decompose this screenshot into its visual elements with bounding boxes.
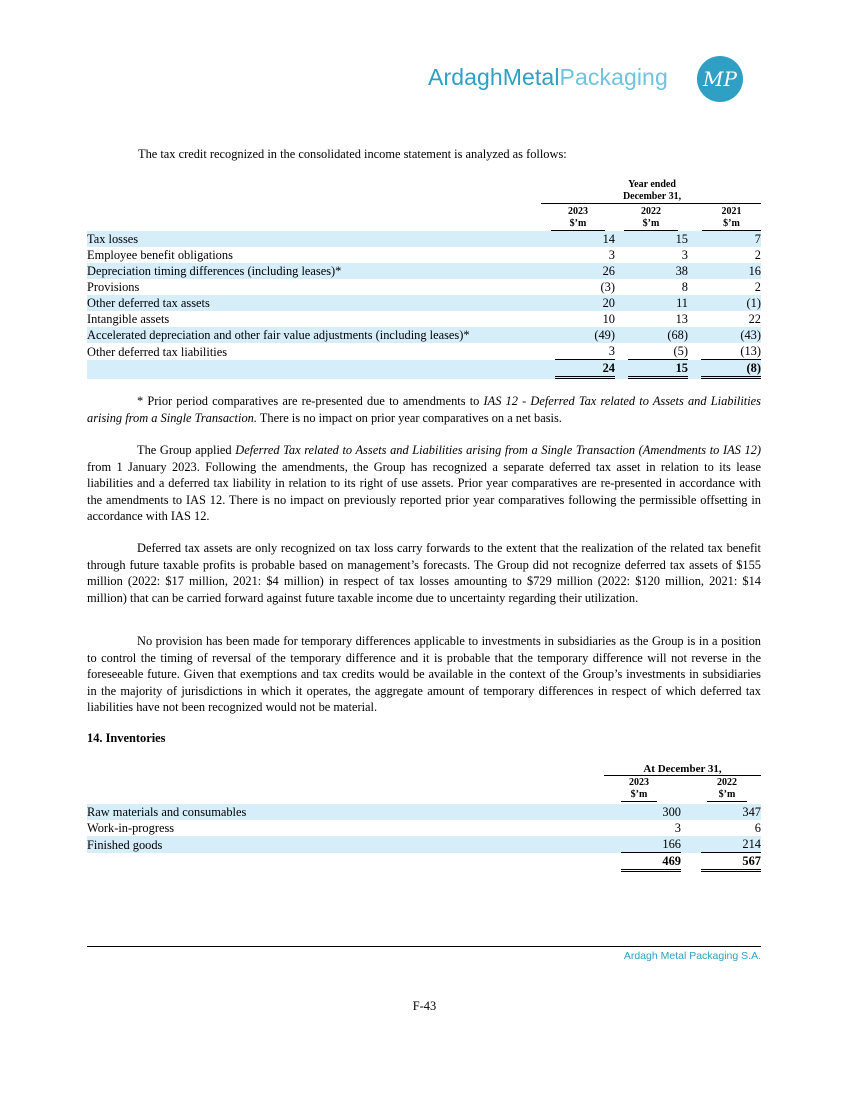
cell-value: (5)	[628, 343, 688, 360]
total-label	[87, 360, 542, 379]
cell-value: 14	[542, 231, 615, 247]
table-row	[87, 247, 761, 263]
cell-value: (68)	[615, 327, 688, 343]
footer-divider	[87, 946, 761, 947]
row-label: Finished goods	[87, 836, 601, 853]
tax-col-2022	[624, 206, 678, 231]
temporary-differences-paragraph: No provision has been made for temporary differences applicable to investments in subsidiaries as the Group is in a position to control the timing of reversal of the temporary difference and it is probable that the temporary difference will not reverse in the foreseeable future. Given that exemptions and tax credits would be available in the context of the Group’s investments in subsidiaries in the majority of jurisdictions in which it operates, the aggregate amount of temporary differences in respect of which deferred tax liabilities have not been recognized would not be material.	[87, 634, 761, 714]
cell-value: 3	[608, 248, 615, 262]
deferred-tax-assets-paragraph: Deferred tax assets are only recognized on tax loss carry forwards to the extent that the realization of the related tax benefit through future taxable profits is probable based on management’s forecasts. The Group did not recognize deferred tax assets of $155 million (2022: $17 million, 2021: $4 million) in respect of tax losses amounting to $729 million (2022: $120 million, 2021: $14 million) that can be carried forward against future taxable income due to uncertainty regarding their utilization.	[87, 541, 761, 605]
col-year: 2022	[717, 777, 737, 788]
table-row	[87, 804, 761, 820]
cell-value: (13)	[701, 343, 761, 360]
tax-period-line1: Year ended	[628, 179, 676, 190]
table-row	[87, 263, 761, 279]
inv-col-2022	[707, 777, 747, 802]
inv-col-2023	[621, 777, 657, 802]
logo-word-metal: Metal	[502, 64, 560, 90]
row-label: Tax losses	[87, 231, 542, 247]
cell-value: 3	[681, 248, 688, 262]
cell-value: 20	[542, 295, 615, 311]
row-label: Employee benefit obligations	[87, 248, 233, 262]
total-value: 469	[621, 853, 681, 872]
row-label: Other deferred tax liabilities	[87, 344, 228, 359]
cell-value: 214	[701, 836, 761, 853]
intro-text: The tax credit recognized in the consolidated income statement is analyzed as follows:	[138, 147, 567, 161]
table-row	[87, 820, 761, 836]
table-row	[87, 327, 761, 343]
footer-company-name: Ardagh Metal Packaging S.A.	[623, 950, 761, 962]
cell-value: 3	[555, 343, 615, 360]
footnote-text: * Prior period comparatives are re-presented due to amendments to	[137, 394, 484, 408]
col-year: 2023	[568, 206, 588, 217]
tax-period-header	[612, 179, 692, 203]
table-row	[87, 311, 761, 327]
cell-value: 166	[621, 836, 681, 853]
cell-value: 11	[615, 295, 688, 311]
row-label: Raw materials and consumables	[87, 804, 601, 820]
col-year: 2021	[721, 206, 742, 217]
logo-wordmark	[428, 64, 668, 91]
table-row	[87, 231, 761, 247]
total-value: 24	[555, 360, 615, 379]
cell-value: 6	[754, 821, 761, 835]
tax-header-rule	[541, 203, 761, 204]
cell-value: (1)	[688, 295, 761, 311]
table-row	[87, 836, 761, 853]
col-unit: $’m	[707, 789, 747, 802]
cell-value: 347	[681, 804, 761, 820]
paragraph-italic-text: Deferred Tax related to Assets and Liabilities arising from a Single Transaction (Amendments to IAS 12)	[235, 443, 762, 457]
amp-monogram-icon	[696, 55, 744, 103]
tax-period-line2: December 31,	[622, 191, 682, 202]
page-number: F-43	[412, 999, 437, 1013]
col-unit: $’m	[621, 789, 657, 802]
col-unit: $’m	[702, 218, 761, 231]
cell-value: (43)	[688, 327, 761, 343]
row-label: Provisions	[87, 280, 140, 294]
cell-value: 38	[615, 263, 688, 279]
cell-value: 15	[615, 231, 688, 247]
total-value: (8)	[701, 360, 761, 379]
paragraph-text: from 1 January 2023. Following the amendments, the Group has recognized a separate deferred tax asset in relation to its lease liabilities and a deferred tax liability in relation to its right of use assets. Prior year comparatives are re-presented in accordance with the amendments to IAS 12. There is no impact on previously reported prior year comparatives following the permissible offsetting in accordance with IAS 12.	[87, 459, 761, 523]
footnote-italic-text: IAS 12 - Deferred Tax related to Assets and Liabilities arising from a Single Transaction.	[87, 394, 761, 425]
col-unit: $’m	[624, 218, 678, 231]
cell-value: 2	[754, 248, 761, 262]
cell-value: 3	[674, 821, 681, 835]
tax-col-2023	[551, 206, 605, 231]
paragraph-text: The Group applied	[137, 443, 236, 457]
cell-value: 22	[748, 312, 761, 326]
table-total-row	[87, 360, 761, 379]
row-label: Intangible assets	[87, 312, 170, 326]
total-value: 567	[701, 853, 761, 872]
cell-value: 300	[601, 804, 681, 820]
logo-mark-text: MP	[703, 67, 737, 91]
logo-word-packaging: Packaging	[559, 64, 668, 90]
cell-value: 13	[675, 312, 688, 326]
inventories-period-header: At December 31,	[604, 763, 761, 776]
total-value: 15	[628, 360, 688, 379]
inventories-section-title: 14. Inventories	[87, 731, 166, 745]
cell-value: 2	[754, 280, 761, 294]
inventories-table	[87, 804, 761, 872]
row-label: Accelerated depreciation and other fair value adjustments (including leases)*	[87, 327, 542, 343]
tax-credit-table	[87, 231, 761, 379]
cell-value: 8	[681, 280, 688, 294]
row-label: Other deferred tax assets	[87, 295, 542, 311]
amendment-paragraph	[87, 442, 761, 525]
tax-col-2021	[702, 206, 761, 231]
col-year: 2022	[641, 206, 661, 217]
restatement-footnote	[87, 393, 761, 426]
cell-value: 7	[688, 231, 761, 247]
cell-value: 26	[542, 263, 615, 279]
logo-word-ardagh: Ardagh	[428, 64, 503, 90]
col-year: 2023	[629, 777, 649, 788]
table-row	[87, 295, 761, 311]
footnote-text: There is no impact on prior year comparatives on a net basis.	[256, 410, 562, 425]
table-row	[87, 279, 761, 295]
company-logo	[428, 50, 750, 110]
cell-value: 16	[688, 263, 761, 279]
row-label: Work-in-progress	[87, 821, 175, 835]
table-total-row	[87, 853, 761, 872]
table-row	[87, 343, 761, 360]
cell-value: (49)	[542, 327, 615, 343]
total-label	[87, 853, 601, 872]
col-unit: $’m	[551, 218, 605, 231]
cell-value: (3)	[600, 280, 615, 294]
row-label: Depreciation timing differences (including leases)*	[87, 263, 542, 279]
cell-value: 10	[602, 312, 615, 326]
